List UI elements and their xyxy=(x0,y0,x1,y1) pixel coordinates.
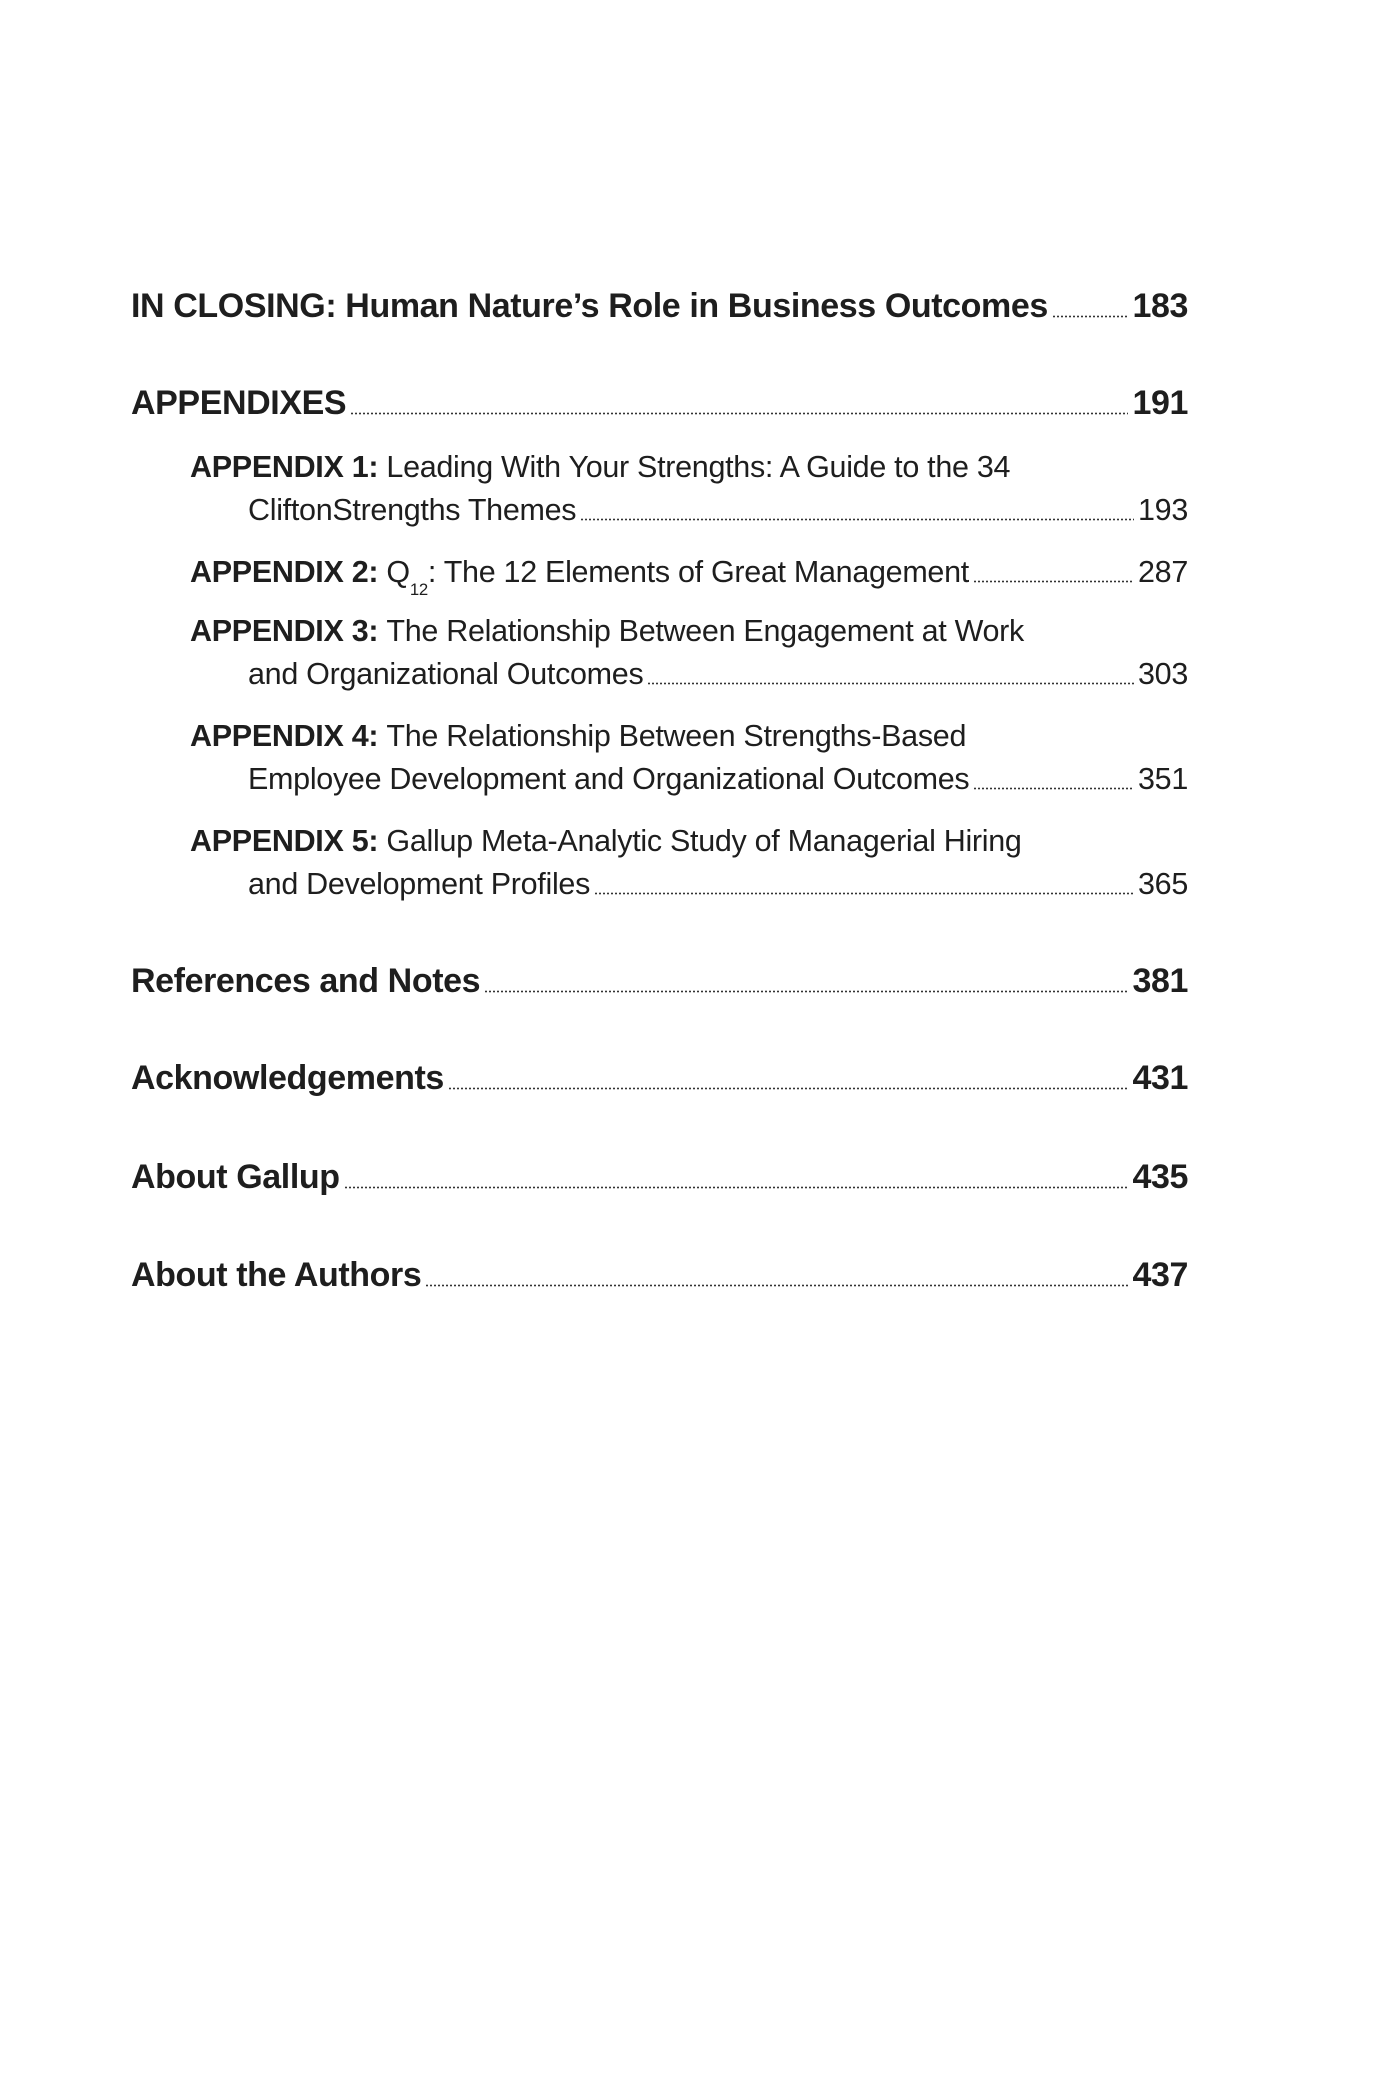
dot-leader xyxy=(448,1087,1129,1090)
dot-leader xyxy=(647,682,1134,685)
appendix-label: APPENDIX 2: xyxy=(190,555,379,589)
dot-leader xyxy=(594,892,1134,895)
appendix-title-rest: : The 12 Elements of Great Management xyxy=(427,555,969,589)
dot-leader xyxy=(484,990,1128,993)
dot-leader xyxy=(350,412,1128,415)
toc-entry-about-authors xyxy=(131,1256,1188,1295)
toc-entry-title: IN CLOSING: Human Nature’s Role in Business Outcomes xyxy=(131,287,1048,325)
appendix-title-line2: and Development Profiles xyxy=(248,867,591,901)
toc-entry-acknowledgements xyxy=(131,1059,1188,1098)
dot-leader xyxy=(1052,315,1129,318)
toc-entry-appendix-2: APPENDIX 2: Q 12 : The 12 Elements of Great Management 287 xyxy=(190,555,1188,599)
toc-page-number: 431 xyxy=(1132,1059,1188,1097)
appendix-title-line2: and Organizational Outcomes xyxy=(248,657,644,691)
appendix-label: APPENDIX 4: xyxy=(190,719,379,753)
toc-page-number: 437 xyxy=(1132,1256,1188,1294)
appendix-title-line1: The Relationship Between Strengths-Based xyxy=(386,719,967,753)
dot-leader xyxy=(580,518,1134,521)
appendix-label: APPENDIX 5: xyxy=(190,824,379,858)
dot-leader xyxy=(344,1186,1129,1189)
toc-page-number: 193 xyxy=(1138,493,1188,527)
toc-entry-appendix-5 xyxy=(131,824,1188,902)
appendix-title-line1: The Relationship Between Engagement at Work xyxy=(386,614,1024,648)
toc-page-number: 351 xyxy=(1138,762,1188,796)
dot-leader xyxy=(973,787,1134,790)
appendix-title-q: Q xyxy=(386,555,410,589)
toc-entry-appendix-4 xyxy=(131,719,1188,797)
toc-page-number: 183 xyxy=(1132,287,1188,325)
toc-entry-title: About Gallup xyxy=(131,1158,340,1196)
dot-leader xyxy=(973,580,1134,583)
toc-entry-title: APPENDIXES xyxy=(131,384,347,422)
toc-page-number: 191 xyxy=(1132,384,1188,422)
dot-leader xyxy=(425,1284,1128,1287)
toc-entry-in-closing xyxy=(131,287,1188,326)
appendix-title-line2: CliftonStrengths Themes xyxy=(248,493,577,527)
appendix-title-line2: Employee Development and Organizational Outcomes xyxy=(248,762,970,796)
toc-page-number: 381 xyxy=(1132,962,1188,1000)
toc-entry-appendixes xyxy=(131,384,1188,423)
toc-page-number: 435 xyxy=(1132,1158,1188,1196)
toc-entry-title: References and Notes xyxy=(131,962,481,1000)
appendix-title-line1: Gallup Meta-Analytic Study of Managerial Hiring xyxy=(386,824,1022,858)
toc-page-number: 303 xyxy=(1138,657,1188,691)
appendix-label: APPENDIX 1: xyxy=(190,450,379,484)
toc-entry-references xyxy=(131,962,1188,1001)
toc-page-number: 287 xyxy=(1138,555,1188,589)
appendix-label: APPENDIX 3: xyxy=(190,614,379,648)
toc-entry-appendix-3 xyxy=(131,614,1188,692)
toc-entry-title: Acknowledgements xyxy=(131,1059,444,1097)
toc-entry-about-gallup xyxy=(131,1158,1188,1197)
appendix-title-line1: Leading With Your Strengths: A Guide to the 34 xyxy=(386,450,1011,484)
toc-page-number: 365 xyxy=(1138,867,1188,901)
toc-entry-title: About the Authors xyxy=(131,1256,422,1294)
toc-entry-appendix-1 xyxy=(131,450,1188,528)
